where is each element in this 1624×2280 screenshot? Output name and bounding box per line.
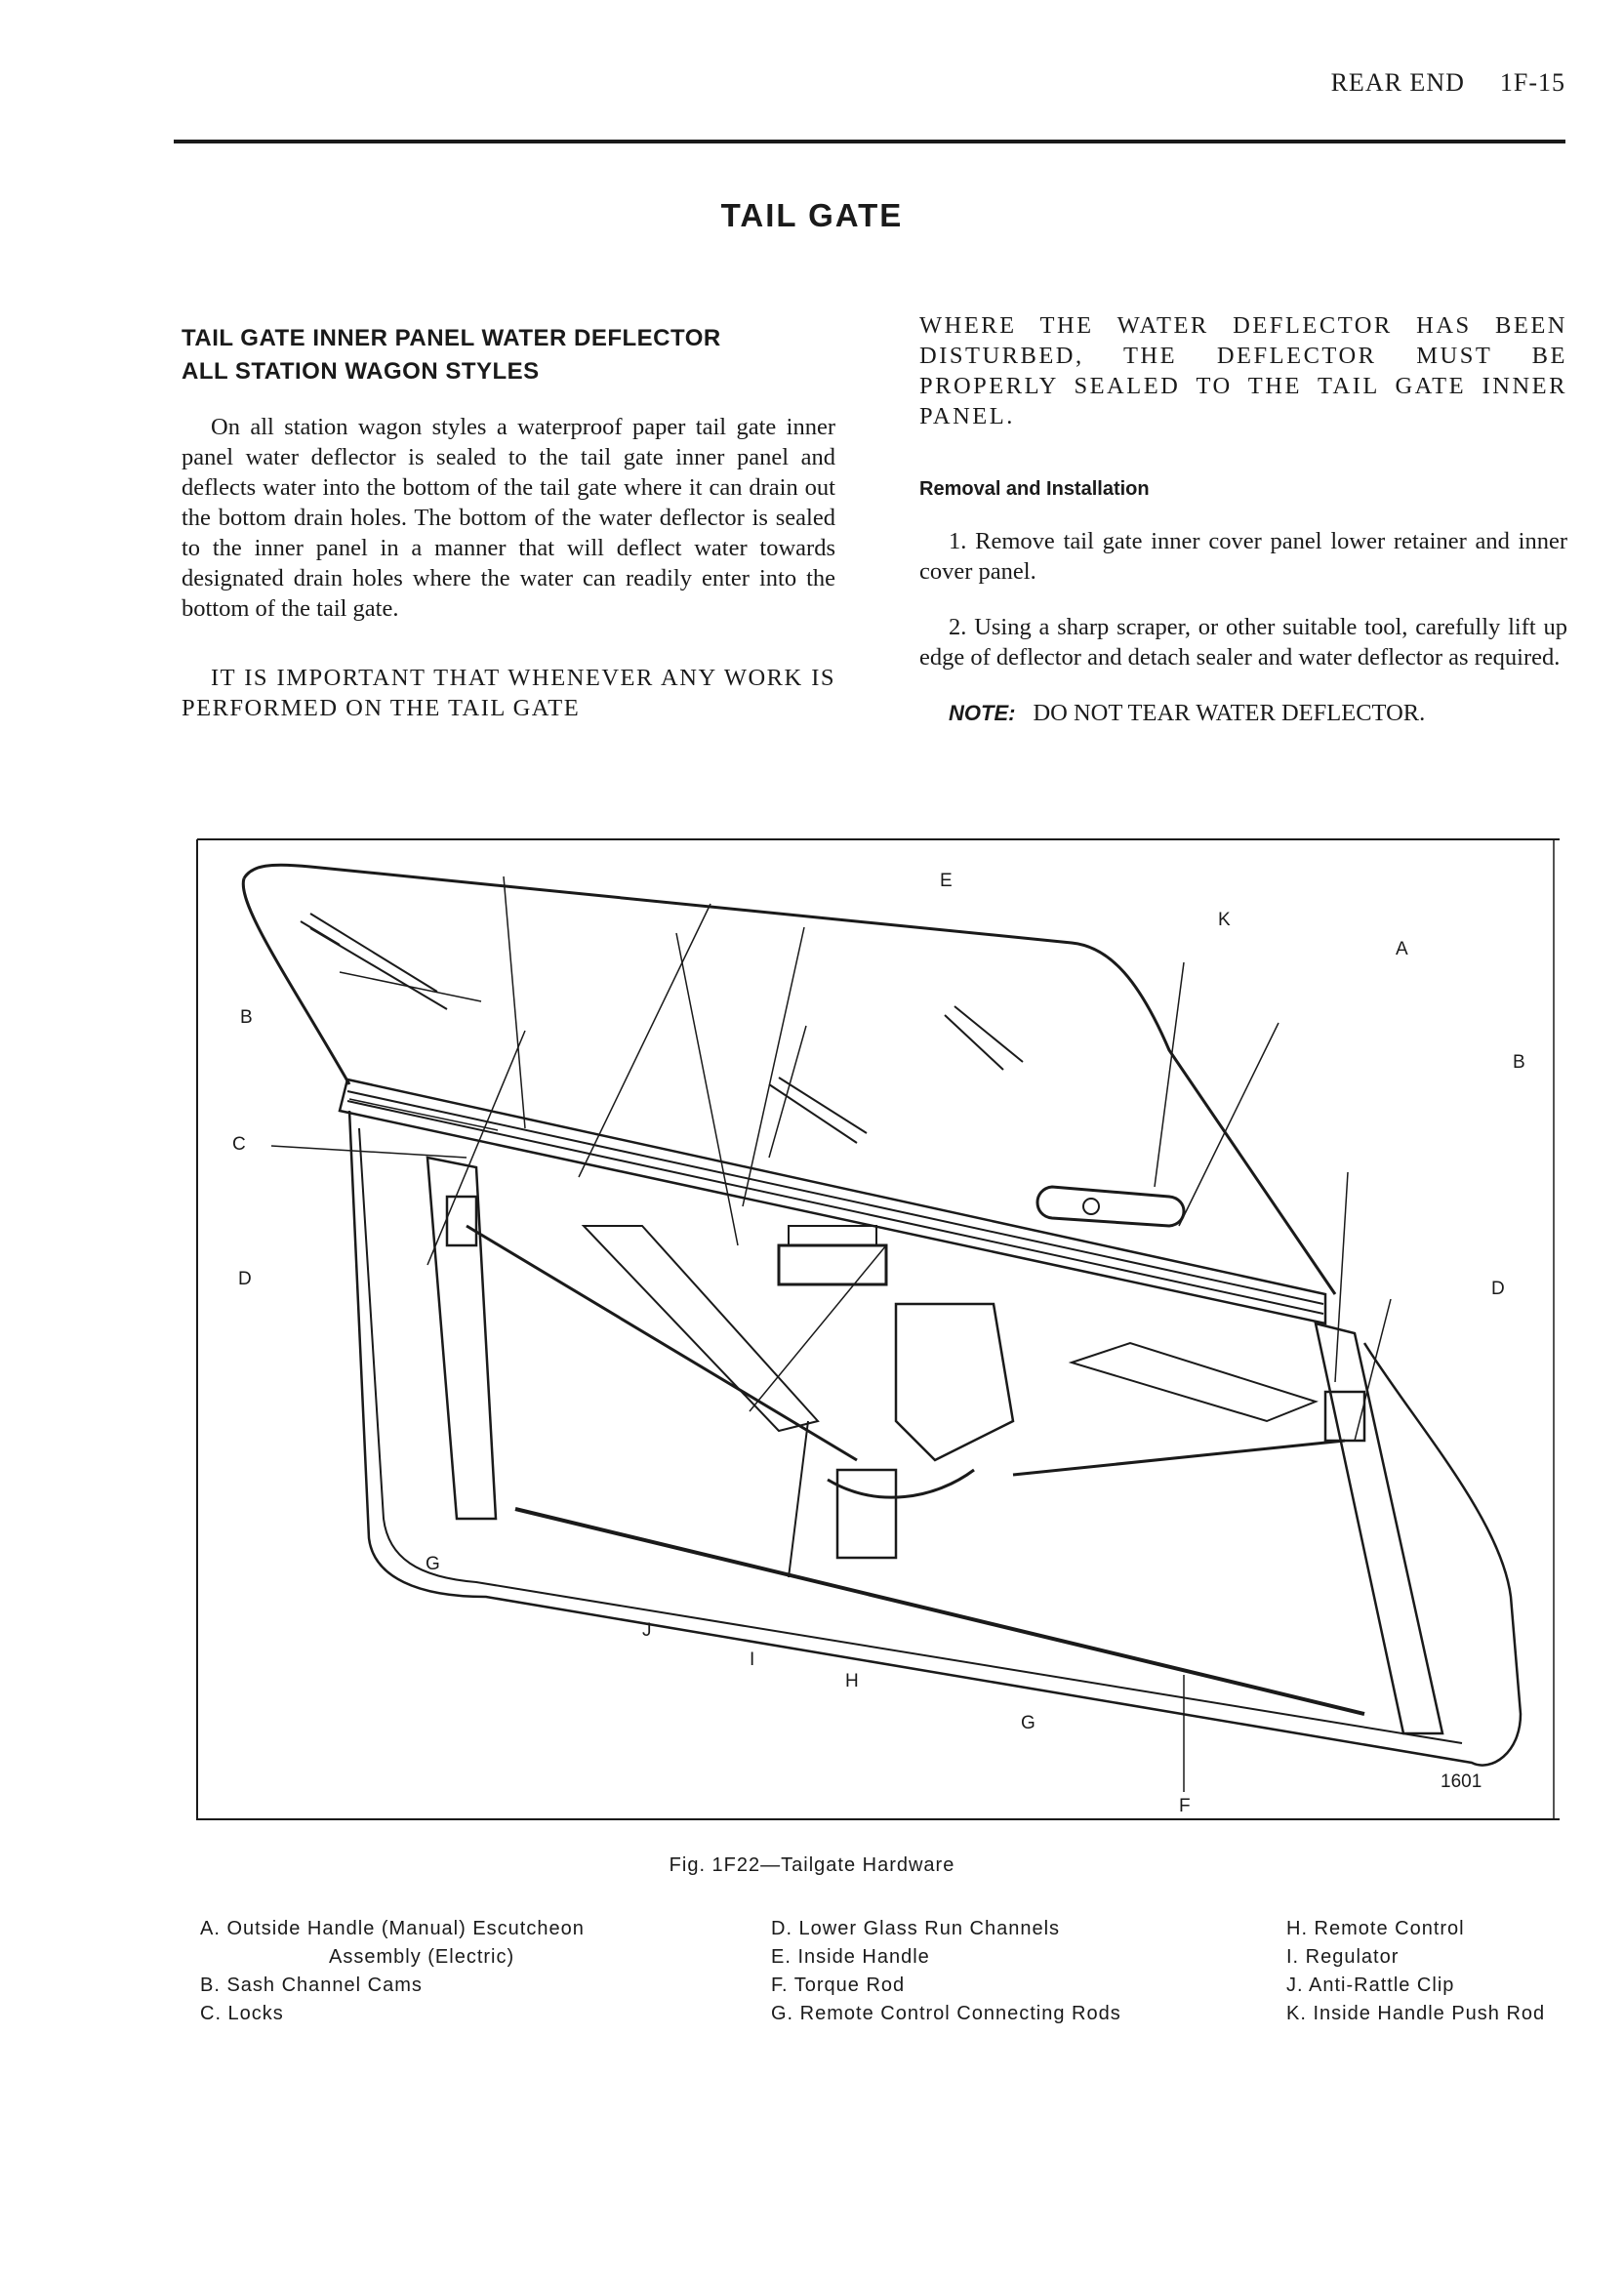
callout-E: E [940,871,953,891]
legend-item: D. Lower Glass Run Channels [771,1918,1061,1939]
legend-column-2 [771,1915,1121,2028]
callout-F: F [1179,1796,1191,1816]
legend-column-3 [1286,1915,1545,2028]
note [919,698,1567,728]
callout-H: H [845,1671,859,1691]
tailgate-hardware-illustration [193,835,1560,1821]
tailgate-hardware-figure [193,835,1560,1821]
legend-item: B. Sash Channel Cams [200,1975,423,1996]
callout-J: J [642,1620,652,1641]
callout-D-right: D [1491,1279,1505,1299]
figure-number: 1601 [1441,1771,1482,1792]
callout-I: I [750,1649,755,1670]
legend-column-1 [200,1915,585,2028]
callout-D-left: D [238,1269,252,1289]
body-paragraph: On all station wagon styles a waterproof paper tail gate inner panel water deflector is sealed to the tail gate inner panel and deflects water into the bottom of the tail gate where it can drain out the bottom drain holes. The bottom of the water deflector is sealed to the inner panel in a manner that will deflect water towards designated drain holes where the water can readily enter into the bottom of the tail gate. [182,414,835,622]
warning-paragraph-continued: WHERE THE WATER DEFLECTOR HAS BEEN DISTURBED, THE DEFLECTOR MUST BE PROPERLY SEALED TO THE TAIL GATE INNER PANEL. [919,312,1567,429]
legend-item: J. Anti-Rattle Clip [1286,1975,1455,1996]
running-head [1296,68,1565,98]
legend-item: K. Inside Handle Push Rod [1286,2003,1546,2024]
callout-G-left: G [426,1554,440,1574]
section-heading [182,322,835,388]
legend-item: H. Remote Control [1286,1918,1465,1939]
legend-item: E. Inside Handle [771,1946,930,1968]
header-rule [174,140,1565,143]
legend-item: I. Regulator [1286,1946,1400,1968]
legend-item: G. Remote Control Connecting Rods [771,2003,1121,2024]
left-column [182,322,835,749]
page-number: 1F-15 [1499,68,1565,97]
step-1: 1. Remove tail gate inner cover panel lower retainer and inner cover panel. [919,528,1567,585]
warning-paragraph: IT IS IMPORTANT THAT WHENEVER ANY WORK IS PERFORMED ON THE TAIL GATE [182,665,835,721]
right-column [919,310,1567,753]
callout-B-left: B [240,1007,253,1028]
legend-item: C. Locks [200,2003,284,2024]
legend-item: Assembly (Electric) [329,1946,515,1968]
subheading: Removal and Installation [919,478,1150,500]
callout-K: K [1218,910,1231,930]
section-heading-line1: TAIL GATE INNER PANEL WATER DEFLECTOR [182,325,721,351]
legend-item: A. Outside Handle (Manual) Escutcheon [200,1918,585,1939]
section-name: REAR END [1330,68,1465,97]
page-title: TAIL GATE [720,197,904,233]
step-2: 2. Using a sharp scraper, or other suitable tool, carefully lift up edge of deflector and detach sealer and water deflector as required. [919,614,1567,671]
legend-item: F. Torque Rod [771,1975,906,1996]
callout-C-left: C [232,1134,246,1155]
section-heading-line2: ALL STATION WAGON STYLES [182,358,540,385]
note-text: DO NOT TEAR WATER DEFLECTOR. [1033,700,1426,726]
note-label: NOTE: [949,701,1016,725]
callout-B-right: B [1513,1052,1525,1073]
figure-caption: Fig. 1F22—Tailgate Hardware [669,1854,955,1876]
callout-A: A [1396,939,1408,959]
callout-G-right: G [1021,1713,1035,1733]
